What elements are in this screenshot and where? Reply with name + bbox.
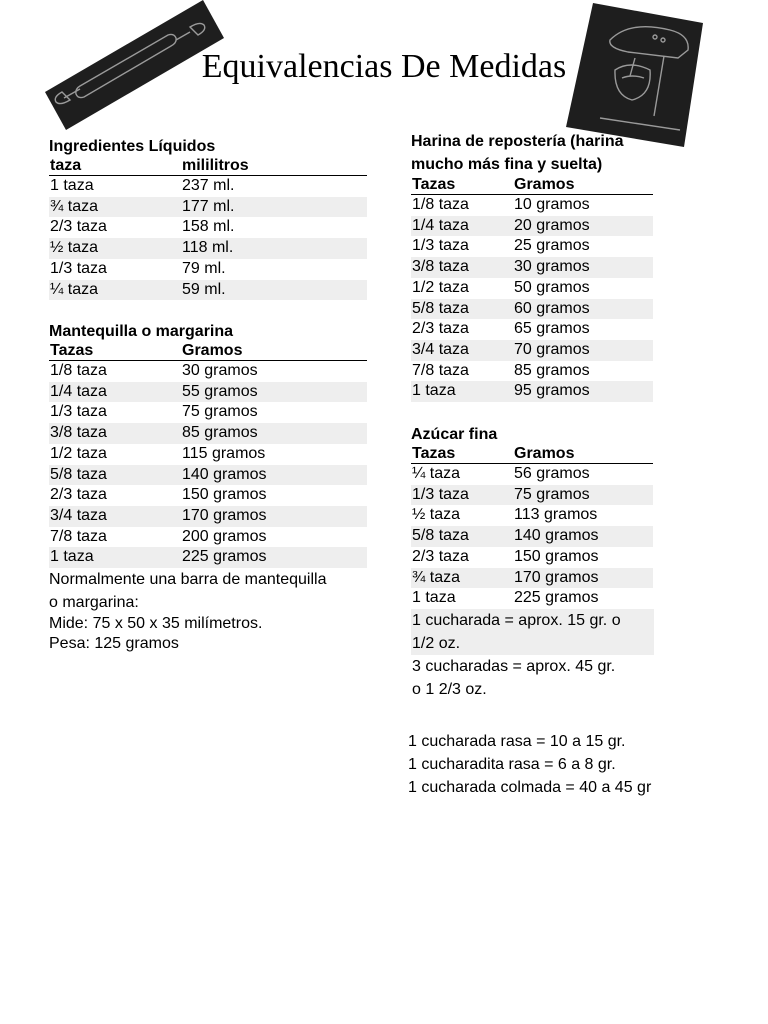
cell: 3/4 taza bbox=[49, 506, 181, 527]
cell: 225 gramos bbox=[514, 589, 599, 607]
cell: 158 ml. bbox=[182, 218, 235, 236]
cell: ½ taza bbox=[49, 238, 181, 259]
liquidos-col2: mililitros bbox=[182, 157, 249, 174]
table-row bbox=[49, 176, 367, 197]
cell: 3/8 taza bbox=[49, 423, 181, 444]
table-row bbox=[411, 526, 653, 547]
cell: 7/8 taza bbox=[50, 527, 107, 545]
table-row bbox=[411, 568, 653, 589]
harina-heading: Harina de repostería (harina bbox=[411, 133, 624, 150]
cell: ½ taza bbox=[412, 506, 461, 524]
cell: 25 gramos bbox=[514, 237, 590, 255]
table-row bbox=[411, 381, 653, 402]
cell: 200 gramos bbox=[182, 527, 267, 545]
harina-col1: Tazas bbox=[412, 176, 456, 193]
page-title: Equivalencias De Medidas bbox=[201, 48, 567, 85]
cell: 2/3 taza bbox=[412, 320, 469, 338]
cell: 1/3 taza bbox=[50, 259, 107, 277]
cell: 65 gramos bbox=[514, 320, 590, 338]
table-row bbox=[49, 527, 367, 548]
cell: 1 taza bbox=[412, 589, 456, 607]
mantequilla-table bbox=[49, 342, 367, 568]
cell: 56 gramos bbox=[514, 465, 590, 482]
azucar-note: 1 cucharada = aprox. 15 gr. o bbox=[412, 611, 621, 629]
cell: 113 gramos bbox=[514, 506, 598, 524]
cell: 30 gramos bbox=[513, 257, 653, 278]
cell: 1/4 taza bbox=[411, 216, 513, 237]
cell: 5/8 taza bbox=[411, 299, 513, 320]
cell: 5/8 taza bbox=[49, 465, 181, 486]
table-row bbox=[49, 423, 367, 444]
harina-col2: Gramos bbox=[514, 176, 575, 193]
table-row bbox=[49, 197, 367, 218]
cell: 118 ml. bbox=[181, 238, 367, 259]
mantequilla-col2: Gramos bbox=[182, 342, 243, 359]
cell: 1/2 taza bbox=[50, 444, 107, 462]
cell: 1/4 taza bbox=[49, 382, 181, 403]
liquidos-col1: taza bbox=[50, 157, 82, 174]
cell: 75 gramos bbox=[513, 485, 653, 506]
table-row bbox=[411, 485, 653, 506]
mantequilla-note: o margarina: bbox=[49, 594, 139, 612]
cell: 115 gramos bbox=[182, 444, 266, 462]
azucar-note: o 1 2/3 oz. bbox=[412, 680, 487, 698]
table-row bbox=[49, 485, 367, 506]
cell: 1/3 taza bbox=[50, 403, 107, 421]
table-row bbox=[49, 465, 367, 486]
cell: 2/3 taza bbox=[412, 547, 469, 565]
cell: 2/3 taza bbox=[50, 486, 107, 504]
table-row bbox=[49, 382, 367, 403]
liquidos-section bbox=[49, 137, 367, 300]
cell: 20 gramos bbox=[513, 216, 653, 237]
table-row bbox=[411, 236, 653, 257]
cell: 55 gramos bbox=[181, 382, 367, 403]
azucar-col1: Tazas bbox=[412, 445, 456, 462]
table-row bbox=[411, 505, 653, 526]
cell: 177 ml. bbox=[181, 197, 367, 218]
cell: 1/3 taza bbox=[411, 485, 513, 506]
harina-table bbox=[411, 176, 653, 402]
table-row bbox=[411, 319, 653, 340]
cell: 1 taza bbox=[49, 547, 181, 568]
azucar-note: 1/2 oz. bbox=[412, 634, 461, 652]
table-row bbox=[49, 280, 367, 301]
table-row bbox=[411, 278, 653, 299]
cell: ¾ taza bbox=[49, 197, 181, 218]
table-row bbox=[411, 361, 653, 382]
table-row bbox=[411, 547, 653, 568]
cell: 5/8 taza bbox=[411, 526, 513, 547]
cell: ¼ taza bbox=[49, 280, 181, 301]
harina-section bbox=[411, 130, 653, 402]
table-row bbox=[49, 547, 367, 568]
table-row bbox=[49, 217, 367, 238]
cucharadas-section bbox=[408, 730, 651, 799]
cell: 60 gramos bbox=[513, 299, 653, 320]
cell: 95 gramos bbox=[513, 381, 653, 402]
table-row bbox=[411, 257, 653, 278]
azucar-note: 3 cucharadas = aprox. 45 gr. bbox=[412, 657, 616, 675]
table-row bbox=[49, 444, 367, 465]
table-row bbox=[411, 588, 653, 609]
cucharadas-line: 1 cucharada rasa = 10 a 15 gr. bbox=[408, 733, 626, 750]
mantequilla-note: Mide: 75 x 50 x 35 milímetros. bbox=[49, 615, 263, 633]
cucharadas-line: 1 cucharadita rasa = 6 a 8 gr. bbox=[408, 756, 616, 773]
cell: 79 ml. bbox=[182, 259, 226, 277]
cell: 3/4 taza bbox=[411, 340, 513, 361]
table-row bbox=[411, 340, 653, 361]
cell: 170 gramos bbox=[513, 568, 653, 589]
cell: ¾ taza bbox=[411, 568, 513, 589]
cell: 10 gramos bbox=[514, 196, 590, 213]
cell: 1/8 taza bbox=[50, 362, 107, 379]
cell: 237 ml. bbox=[182, 177, 235, 194]
cell: 140 gramos bbox=[181, 465, 367, 486]
liquidos-table bbox=[49, 157, 367, 300]
cucharadas-line: 1 cucharada colmada = 40 a 45 gr bbox=[408, 779, 652, 796]
cell: 30 gramos bbox=[182, 362, 258, 379]
cell: 75 gramos bbox=[182, 403, 258, 421]
cell: 225 gramos bbox=[181, 547, 367, 568]
mantequilla-section bbox=[49, 322, 367, 654]
liquidos-heading: Ingredientes Líquidos bbox=[49, 138, 216, 155]
cell: 170 gramos bbox=[181, 506, 367, 527]
table-row bbox=[49, 506, 367, 527]
mantequilla-note: Normalmente una barra de mantequilla bbox=[49, 571, 327, 589]
cell: 1/3 taza bbox=[412, 237, 469, 255]
mantequilla-heading: Mantequilla o margarina bbox=[49, 323, 234, 340]
azucar-table bbox=[411, 445, 653, 609]
cell: 70 gramos bbox=[513, 340, 653, 361]
table-row bbox=[411, 464, 653, 485]
cell: 150 gramos bbox=[182, 486, 267, 504]
table-row bbox=[411, 216, 653, 237]
cell: 2/3 taza bbox=[50, 218, 107, 236]
cell: 50 gramos bbox=[514, 278, 590, 296]
cell: 1/2 taza bbox=[412, 278, 469, 296]
cell: 1 taza bbox=[411, 381, 513, 402]
table-row bbox=[411, 299, 653, 320]
table-row bbox=[49, 238, 367, 259]
table-row bbox=[49, 259, 367, 280]
harina-heading-line2: mucho más fina y suelta) bbox=[411, 156, 603, 173]
azucar-section bbox=[411, 425, 654, 701]
azucar-col2: Gramos bbox=[514, 445, 575, 462]
cell: 1/8 taza bbox=[412, 196, 469, 213]
cell: 85 gramos bbox=[181, 423, 367, 444]
cell: 59 ml. bbox=[181, 280, 367, 301]
cell: 7/8 taza bbox=[412, 361, 469, 379]
cell: 150 gramos bbox=[514, 547, 599, 565]
mantequilla-note: Pesa: 125 gramos bbox=[49, 635, 179, 653]
cell: 1 taza bbox=[50, 177, 94, 194]
table-row bbox=[49, 402, 367, 423]
table-row bbox=[411, 195, 653, 216]
mantequilla-col1: Tazas bbox=[50, 342, 94, 359]
cell: ¼ taza bbox=[412, 465, 461, 482]
cell: 3/8 taza bbox=[411, 257, 513, 278]
table-row bbox=[49, 361, 367, 382]
cell: 140 gramos bbox=[513, 526, 653, 547]
cell: 85 gramos bbox=[514, 361, 590, 379]
azucar-heading: Azúcar fina bbox=[411, 426, 498, 443]
